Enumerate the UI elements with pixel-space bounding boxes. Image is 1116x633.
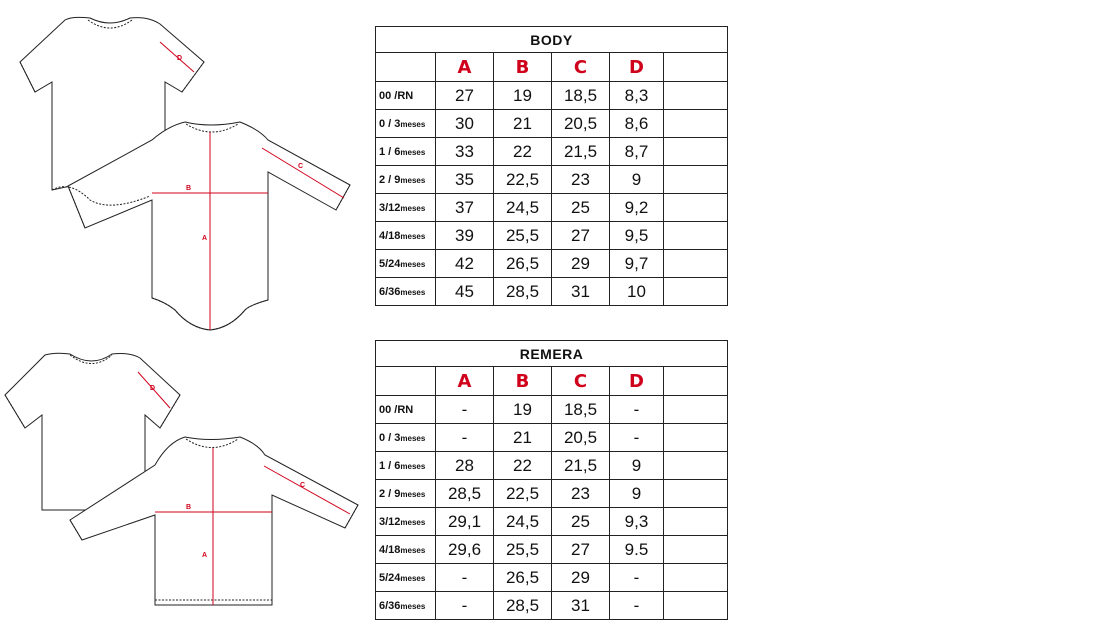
measure-cell: 8,6 <box>610 110 664 138</box>
column-header: C <box>552 53 610 82</box>
measure-cell: 26,5 <box>494 250 552 278</box>
measure-cell: 35 <box>436 166 494 194</box>
size-label <box>376 536 436 564</box>
measure-cell: 25,5 <box>494 536 552 564</box>
size-name: 2 / 9 <box>379 173 401 186</box>
table-row <box>376 536 728 564</box>
measure-cell: 24,5 <box>494 508 552 536</box>
measure-cell: 21 <box>494 110 552 138</box>
measure-cell: 28 <box>436 452 494 480</box>
table-row <box>376 138 728 166</box>
measure-cell: 23 <box>552 166 610 194</box>
table-row <box>376 564 728 592</box>
header-empty-cell <box>664 367 728 396</box>
size-name: 1 / 6 <box>379 145 401 158</box>
size-name: 4/18 <box>379 543 401 556</box>
size-label <box>376 424 436 452</box>
measure-cell: 31 <box>552 592 610 620</box>
size-unit: meses <box>400 231 426 241</box>
column-header: C <box>552 367 610 396</box>
table-row <box>376 250 728 278</box>
size-unit: meses <box>400 175 426 185</box>
measure-cell <box>664 508 728 536</box>
measure-cell: 22 <box>494 452 552 480</box>
body-label-d: D <box>177 55 183 62</box>
measure-cell <box>664 82 728 110</box>
size-unit: meses <box>400 287 426 297</box>
measure-cell: 29,6 <box>436 536 494 564</box>
remera-label-a: A <box>202 552 208 559</box>
measure-cell: 25 <box>552 508 610 536</box>
size-name: 00 /RN <box>379 403 414 416</box>
measure-cell: 31 <box>552 278 610 306</box>
size-unit: meses <box>400 433 426 443</box>
measure-cell: 8,7 <box>610 138 664 166</box>
column-header: D <box>610 53 664 82</box>
body-label-a: A <box>202 235 208 242</box>
header-empty-cell <box>664 53 728 82</box>
measure-cell: 18,5 <box>552 396 610 424</box>
measure-cell: 21,5 <box>552 138 610 166</box>
measure-cell: - <box>436 592 494 620</box>
measure-cell <box>664 138 728 166</box>
measure-cell <box>664 278 728 306</box>
measure-cell: 29 <box>552 564 610 592</box>
size-name: 6/36 <box>379 599 401 612</box>
measure-cell: 9,7 <box>610 250 664 278</box>
body-size-table <box>375 26 728 306</box>
measure-cell: 9 <box>610 166 664 194</box>
measure-cell: 23 <box>552 480 610 508</box>
column-header: A <box>436 53 494 82</box>
measure-cell: - <box>610 396 664 424</box>
measure-cell: 28,5 <box>494 592 552 620</box>
size-label <box>376 110 436 138</box>
measure-cell <box>664 194 728 222</box>
garment-illustrations <box>0 0 370 633</box>
table-title: BODY <box>376 27 728 53</box>
measure-cell <box>664 396 728 424</box>
size-label <box>376 194 436 222</box>
size-label <box>376 396 436 424</box>
table-row <box>376 592 728 620</box>
measure-cell: 10 <box>610 278 664 306</box>
measure-cell: 20,5 <box>552 424 610 452</box>
header-empty-cell <box>376 367 436 396</box>
measure-cell <box>664 592 728 620</box>
column-header: A <box>436 367 494 396</box>
measure-cell: 9.5 <box>610 536 664 564</box>
table-row <box>376 480 728 508</box>
size-unit: meses <box>400 489 426 499</box>
remera-size-table <box>375 340 728 620</box>
size-unit: meses <box>400 259 426 269</box>
measure-cell: - <box>436 424 494 452</box>
size-name: 0 / 3 <box>379 117 401 130</box>
remera-label-d: D <box>150 385 156 392</box>
measure-cell: 19 <box>494 396 552 424</box>
measure-cell: 22 <box>494 138 552 166</box>
measure-cell: 8,3 <box>610 82 664 110</box>
size-label <box>376 452 436 480</box>
size-label <box>376 278 436 306</box>
size-name: 5/24 <box>379 257 401 270</box>
measure-cell: 37 <box>436 194 494 222</box>
size-label <box>376 508 436 536</box>
table-row <box>376 222 728 250</box>
body-label-b: B <box>186 185 192 192</box>
measure-cell: 25,5 <box>494 222 552 250</box>
measure-cell: 33 <box>436 138 494 166</box>
size-unit: meses <box>400 461 426 471</box>
measure-cell: 42 <box>436 250 494 278</box>
size-unit: meses <box>400 545 426 555</box>
measure-cell <box>664 222 728 250</box>
table-row <box>376 166 728 194</box>
measure-cell <box>664 424 728 452</box>
table-row <box>376 194 728 222</box>
size-unit: meses <box>400 147 426 157</box>
size-unit: meses <box>400 203 426 213</box>
measure-cell: 22,5 <box>494 480 552 508</box>
measure-cell: - <box>436 564 494 592</box>
size-name: 3/12 <box>379 515 401 528</box>
measure-cell: 39 <box>436 222 494 250</box>
measure-cell <box>664 564 728 592</box>
size-name: 5/24 <box>379 571 401 584</box>
size-name: 1 / 6 <box>379 459 401 472</box>
size-label <box>376 166 436 194</box>
remera-label-b: B <box>186 504 192 511</box>
table-row <box>376 82 728 110</box>
measure-cell <box>664 452 728 480</box>
table-row <box>376 508 728 536</box>
table-title: REMERA <box>376 341 728 367</box>
measure-cell: 21,5 <box>552 452 610 480</box>
size-label <box>376 222 436 250</box>
size-label <box>376 82 436 110</box>
measure-cell <box>664 166 728 194</box>
measure-cell: 18,5 <box>552 82 610 110</box>
measure-cell: - <box>610 424 664 452</box>
table-row <box>376 452 728 480</box>
size-name: 4/18 <box>379 229 401 242</box>
measure-cell: 30 <box>436 110 494 138</box>
measure-cell: 9,2 <box>610 194 664 222</box>
measure-cell: 25 <box>552 194 610 222</box>
measure-cell: 27 <box>436 82 494 110</box>
size-unit: meses <box>400 119 426 129</box>
size-name: 6/36 <box>379 285 401 298</box>
measure-cell: 19 <box>494 82 552 110</box>
measure-cell: 27 <box>552 536 610 564</box>
column-header: B <box>494 53 552 82</box>
remera-label-c: C <box>300 482 306 489</box>
measure-cell <box>664 480 728 508</box>
size-label <box>376 564 436 592</box>
measure-cell: 9 <box>610 452 664 480</box>
measure-cell: 45 <box>436 278 494 306</box>
size-label <box>376 250 436 278</box>
measure-cell: 27 <box>552 222 610 250</box>
measure-cell: - <box>610 564 664 592</box>
column-header: B <box>494 367 552 396</box>
measure-cell <box>664 536 728 564</box>
measure-cell: 24,5 <box>494 194 552 222</box>
measure-cell: 21 <box>494 424 552 452</box>
measure-cell: 28,5 <box>436 480 494 508</box>
size-name: 3/12 <box>379 201 401 214</box>
table-row <box>376 110 728 138</box>
table-row <box>376 424 728 452</box>
measure-cell <box>664 250 728 278</box>
measure-cell: 29,1 <box>436 508 494 536</box>
body-label-c: C <box>298 163 304 170</box>
size-name: 2 / 9 <box>379 487 401 500</box>
measure-cell <box>664 110 728 138</box>
measure-cell: - <box>436 396 494 424</box>
size-name: 00 /RN <box>379 89 414 102</box>
measure-cell: 29 <box>552 250 610 278</box>
table-row <box>376 396 728 424</box>
size-name: 0 / 3 <box>379 431 401 444</box>
size-unit: meses <box>400 517 426 527</box>
measure-cell: 9,5 <box>610 222 664 250</box>
measure-cell: 26,5 <box>494 564 552 592</box>
size-label <box>376 480 436 508</box>
measure-cell: 20,5 <box>552 110 610 138</box>
measure-cell: - <box>610 592 664 620</box>
measure-cell: 9,3 <box>610 508 664 536</box>
header-empty-cell <box>376 53 436 82</box>
size-unit: meses <box>400 601 426 611</box>
column-header: D <box>610 367 664 396</box>
table-row <box>376 278 728 306</box>
size-label <box>376 138 436 166</box>
measure-cell: 9 <box>610 480 664 508</box>
measure-cell: 22,5 <box>494 166 552 194</box>
measure-cell: 28,5 <box>494 278 552 306</box>
size-unit: meses <box>400 573 426 583</box>
size-label <box>376 592 436 620</box>
